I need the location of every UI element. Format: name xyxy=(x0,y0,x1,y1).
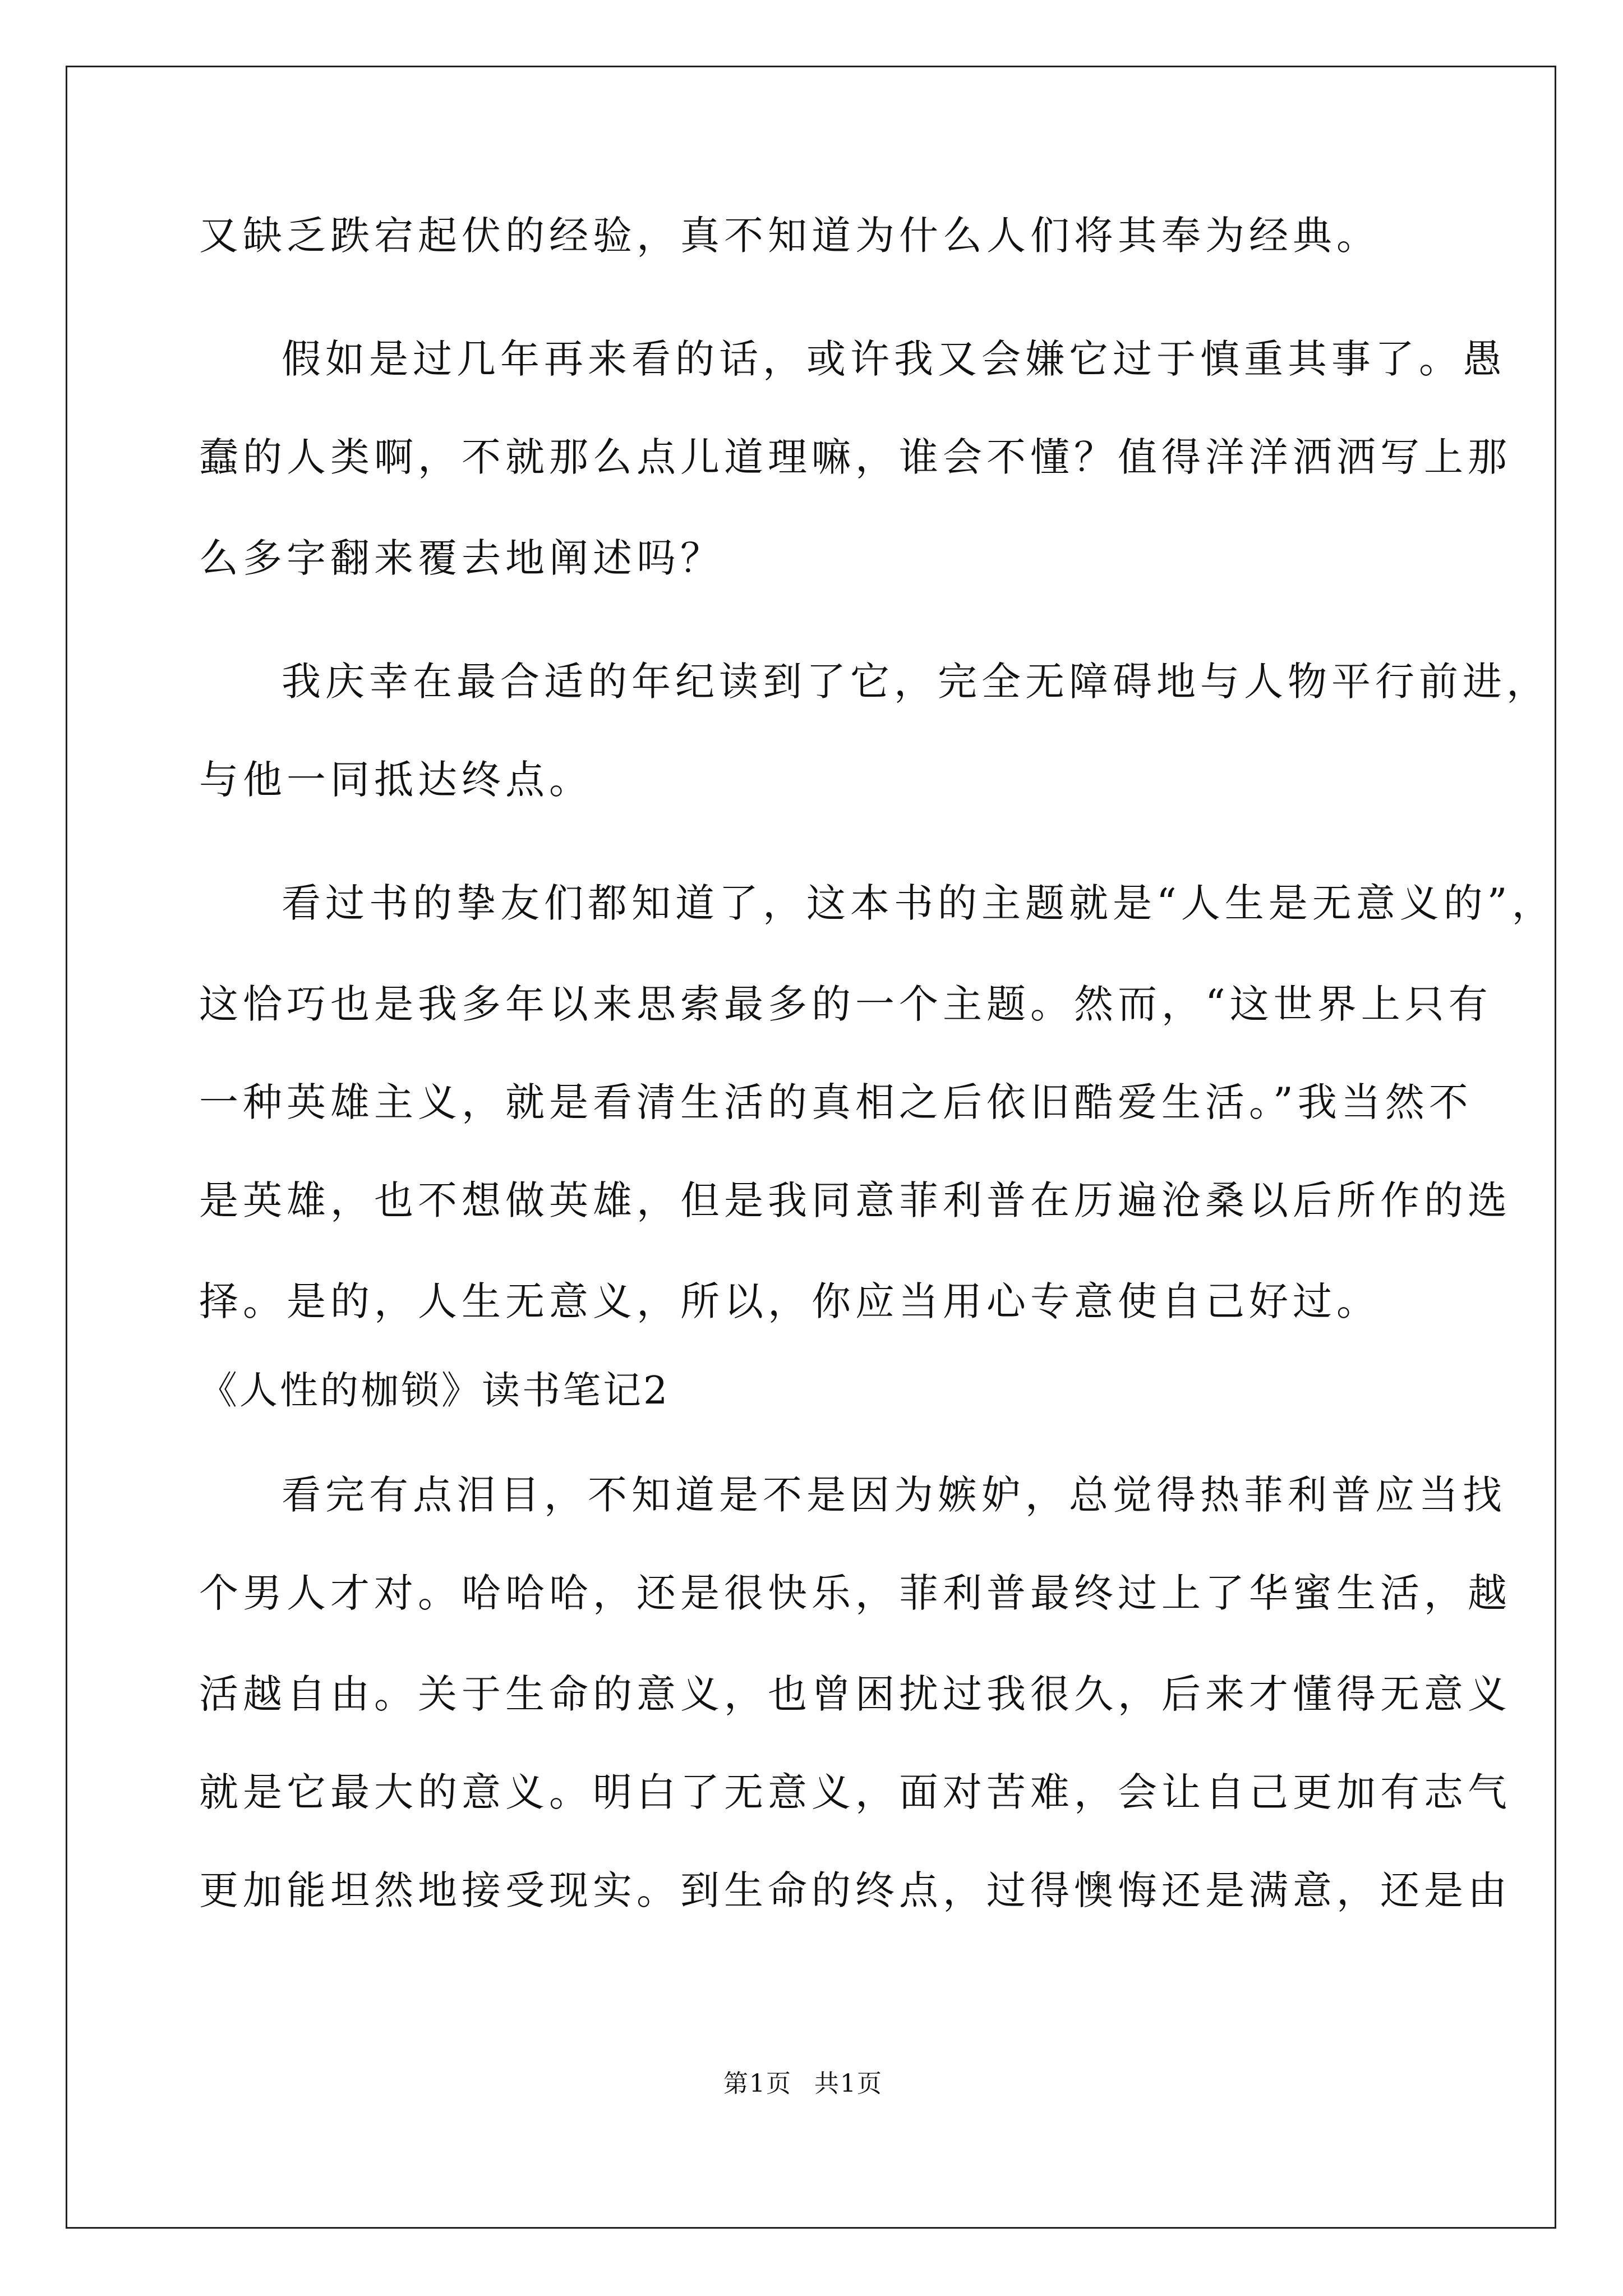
text-line: 么多字翻来覆去地阐述吗？ xyxy=(199,535,724,581)
page-number: 第1页 xyxy=(723,2069,792,2098)
text-line: 就是它最大的意义。明白了无意义，面对苦难，会让自己更加有志气 xyxy=(199,1769,1511,1815)
text-line: 更加能坦然地接受现实。到生命的终点，过得懊悔还是满意，还是由 xyxy=(199,1867,1511,1913)
text-line: 看过书的挚友们都知道了，这本书的主题就是“人生是无意义的”， xyxy=(282,880,1556,926)
text-line: 又缺乏跌宕起伏的经验，真不知道为什么人们将其奉为经典。 xyxy=(199,213,1380,259)
text-line: 蠢的人类啊，不就那么点儿道理嘛，谁会不懂？值得洋洋洒洒写上那 xyxy=(199,434,1511,480)
text-line: 个男人才对。哈哈哈，还是很快乐，菲利普最终过上了华蜜生活，越 xyxy=(199,1570,1511,1616)
text-line: 我庆幸在最合适的年纪读到了它，完全无障碍地与人物平行前进， xyxy=(282,659,1550,705)
page-total: 共1页 xyxy=(814,2069,883,2098)
text-line: 假如是过几年再来看的话，或许我又会嫌它过于慎重其事了。愚 xyxy=(282,336,1506,382)
section-heading: 《人性的枷锁》读书笔记2 xyxy=(199,1369,670,1413)
text-line: 看完有点泪目，不知道是不是因为嫉妒，总觉得热菲利普应当找 xyxy=(282,1472,1506,1518)
text-line: 与他一同抵达终点。 xyxy=(199,757,593,803)
text-line: 这恰巧也是我多年以来思索最多的一个主题。然而，“这世界上只有 xyxy=(199,981,1492,1027)
text-line: 活越自由。关于生命的意义，也曾困扰过我很久，后来才懂得无意义 xyxy=(199,1671,1511,1717)
text-line: 择。是的，人生无意义，所以，你应当用心专意使自己好过。 xyxy=(199,1278,1380,1324)
page-footer xyxy=(723,2067,883,2101)
text-line: 一种英雄主义，就是看清生活的真相之后依旧酷爱生活。”我当然不 xyxy=(199,1079,1473,1125)
text-line: 是英雄，也不想做英雄，但是我同意菲利普在历遍沧桑以后所作的选 xyxy=(199,1177,1511,1223)
